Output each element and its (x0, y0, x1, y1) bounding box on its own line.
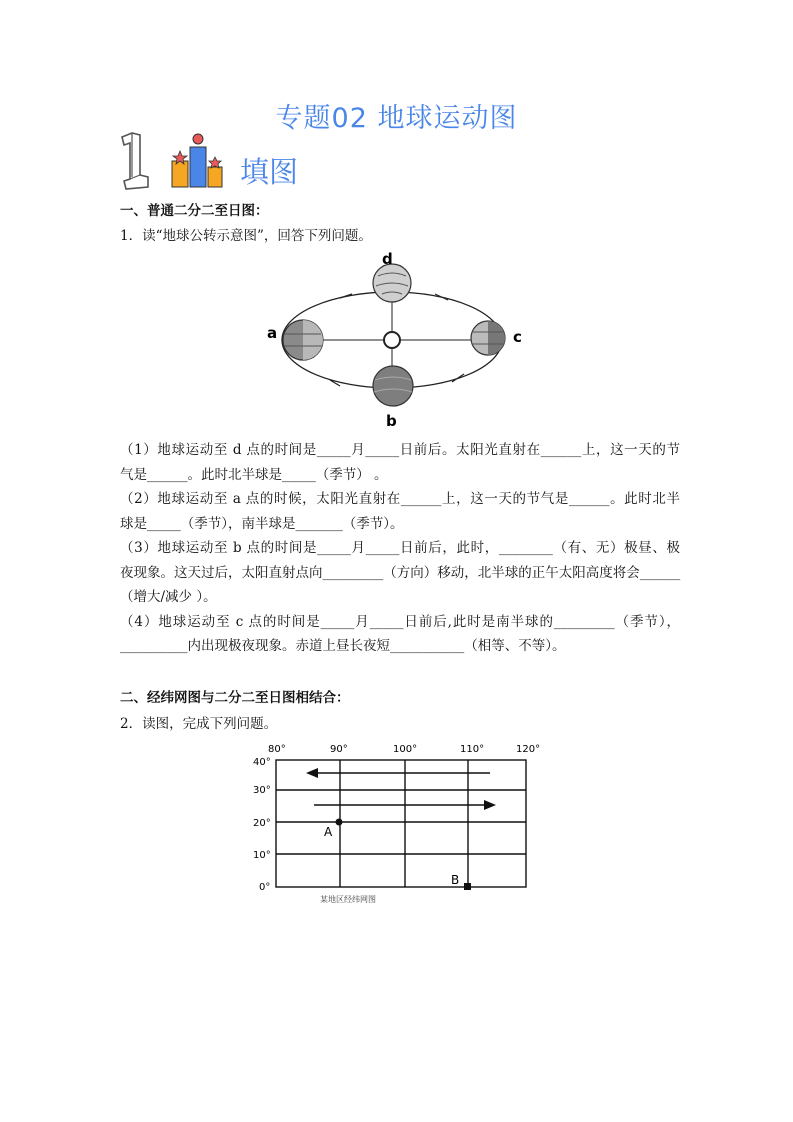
earth-a (283, 320, 323, 360)
lat-label: 20° (253, 818, 271, 829)
lat-label: 30° (253, 785, 271, 796)
arrow-westward (306, 768, 490, 778)
lon-label: 80° (268, 744, 286, 755)
page-title: 专题02 地球运动图 (275, 103, 518, 134)
earth-orbit-diagram (260, 250, 535, 432)
sun-icon (384, 332, 400, 348)
section-logo (118, 131, 228, 191)
question-line: 夜现象。这天过后，太阳直射点向_________（方向）移动，北半球的正午太阳高度将会______ (120, 564, 681, 581)
earth-d (373, 264, 411, 302)
figure-caption: 某地区经纬网图 (320, 895, 376, 904)
question-1-lines (120, 438, 680, 659)
question-line: 球是_____（季节），南半球是_______（季节）。 (120, 515, 404, 532)
question-line: __________内出现极夜现象。赤道上昼长夜短___________（相等、不等）。 (120, 638, 566, 654)
earth-b (373, 366, 413, 406)
section-heading-1: 一、普通二分二至日图： (120, 203, 269, 219)
point-a-marker (336, 819, 343, 826)
lon-label: 110° (460, 744, 485, 755)
lon-label: 90° (330, 744, 348, 755)
lat-label: 10° (253, 850, 271, 861)
lon-label: 120° (516, 744, 541, 755)
question-line: （3）地球运动至 b 点的时间是_____月_____日前后，此时，________（有、无）极昼、极 (120, 540, 680, 556)
question-2: 2．读图，完成下列问题。 (120, 716, 278, 732)
graticule-diagram (250, 740, 550, 905)
question-line: （2）地球运动至 a 点的时候，太阳光直射在______上，这一天的节气是______。此时北半 (120, 491, 680, 507)
orbit-label-d: d (382, 250, 393, 268)
section-label: 填图 (240, 155, 299, 189)
lat-label: 40° (253, 757, 271, 768)
orbit-label-a: a (267, 324, 278, 342)
orbit-label-c: c (513, 328, 522, 346)
lat-label: 0° (259, 882, 271, 893)
grid (276, 760, 526, 887)
section-heading-2: 二、经纬网图与二分二至日图相结合： (120, 690, 350, 706)
earth-c (471, 321, 505, 355)
question-line: 气是______。此时北半球是_____（季节） 。 (120, 466, 388, 483)
question-line: （4）地球运动至 c 点的时间是_____月_____日前后,此时是南半球的_________（季节）， (120, 613, 680, 630)
orbit-label-b: b (386, 412, 397, 430)
point-a-label: A (324, 825, 333, 839)
question-1: 1．读“地球公转示意图”，回答下列问题。 (120, 228, 372, 244)
point-b-label: B (451, 873, 460, 887)
lon-label: 100° (393, 744, 418, 755)
question-line: （1）地球运动至 d 点的时间是_____月_____日前后。太阳光直射在______上，这一天的节 (120, 442, 680, 458)
point-b-marker (464, 883, 471, 890)
podium-icon (172, 134, 222, 187)
number-one-icon (122, 133, 148, 189)
question-line: （增大/减少 ）。 (120, 589, 217, 605)
